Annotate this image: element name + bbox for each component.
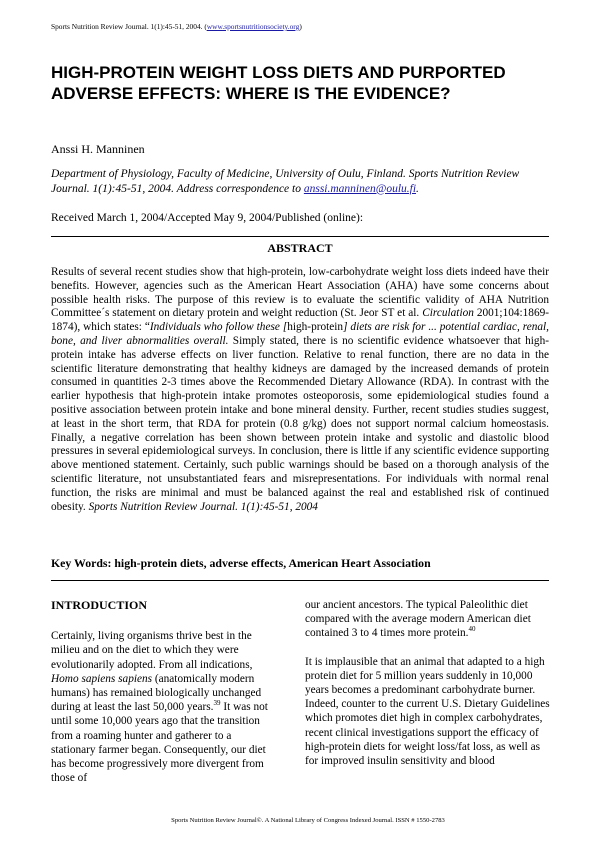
abstract-citation: Sports Nutrition Review Journal. 1(1):45-51, 2004 <box>88 500 318 513</box>
intro-p1-a: Certainly, living organisms thrive best in the milieu and on the diet to which they were evolutionarily adopted. From all indications, <box>51 630 253 671</box>
affiliation-text: Department of Physiology, Faculty of Medicine, University of Oulu, Finland. Sports Nutrition Review Journal. 1(1):45-51, 2004. Address correspondence to <box>51 168 520 195</box>
species-name: Homo sapiens sapiens <box>51 672 153 685</box>
intro-paragraph-1 <box>51 629 275 785</box>
left-column <box>51 598 275 799</box>
abstract-part2: 2001;104:1869-1874), which states: “ <box>51 307 550 334</box>
intro-paragraph-2: It is implausible that an animal that adapted to a high protein diet for 5 million years suddenly in 10,000 years becomes a predominant carbohydrate burner. Indeed, counter to the current U.S. Dietary Guidelines which promotes diet high in complex carbohydrates, recent clinical investigations support the efficacy of high-protein diets for weight loss/fat loss, as well as for improved insulin sensitivity and blood <box>305 655 550 768</box>
introduction-heading: INTRODUCTION <box>51 598 148 612</box>
journal-header <box>51 22 302 31</box>
intro-r1-a: our ancient ancestors. The typical Paleolithic diet compared with the average modern American diet contained 3 to 4 times more protein. <box>305 599 531 640</box>
header-citation: Sports Nutrition Review Journal. 1(1):45-51, 2004. ( <box>51 22 207 31</box>
reference-39: 39 <box>213 699 221 708</box>
abstract-quote-bracket: high-protein <box>287 321 344 334</box>
author-name: Anssi H. Manninen <box>51 142 145 156</box>
page-footer: Sports Nutrition Review Journal©. A National Library of Congress Indexed Journal. ISSN # 1550-2783 <box>171 817 445 824</box>
divider-bottom <box>51 580 549 581</box>
reference-40: 40 <box>468 625 476 634</box>
affiliation-end: . <box>416 182 419 195</box>
abstract-quote-end: ] diets are risk for ... potential cardiac, renal, bone, and liver abnormalities overall. <box>51 321 549 347</box>
divider-top <box>51 236 549 237</box>
intro-p1-c: It was not until some 10,000 years ago that the transition from a roaming hunter and gatherer to a stationary farmer began. Consequently, our diet has become progressively more divergent from those of <box>51 701 268 785</box>
abstract-part3: Simply stated, there is no scientific evidence whatsoever that high-protein intake has adverse effects on liver function. Relative to renal function, there are no data in the scientific literature demonstrating that healthy kidneys are damaged by the increased demands of protein consumed in quantities 2-3 times above the Recommended Dietary Allowance (RDA). In contrast with the earlier hypothesis that high-protein intake promotes osteoporosis, some epidemiological studies found a positive association between protein intake and bone mineral density. Further, recent studies studies suggest, at least in the short term, that RDA for protein (0.8 g/kg) does not support normal calcium homeostasis. Finally, a negative correlation has been shown between protein intake and systolic and diastolic blood pressures in several epidemiological surveys. In conclusion, there is little if any scientific evidence supporting above mentioned statement. Certainly, such public warnings should be based on a thorough analysis of the scientific literature, not unsubstantiated fears and misrepresentations. For individuals with normal renal function, the risks are minimal and must be balanced against the real and established risk of continued obesity. <box>51 334 549 513</box>
abstract-journal-name: Circulation <box>422 307 474 320</box>
header-citation-end: ) <box>299 22 302 31</box>
correspondence-email-link[interactable]: anssi.manninen@oulu.fi <box>303 182 417 195</box>
right-column <box>305 598 551 782</box>
keywords: Key Words: high-protein diets, adverse effects, American Heart Association <box>51 556 431 570</box>
journal-website-link[interactable]: www.sportsnutritionsociety.org <box>206 22 300 31</box>
intro-p1-b: (anatomically modern humans) has remained biologically unchanged during at least the last 50,000 years. <box>51 672 262 714</box>
paper-title: HIGH-PROTEIN WEIGHT LOSS DIETS AND PURPORTED ADVERSE EFFECTS: WHERE IS THE EVIDENCE? <box>51 63 506 103</box>
intro-paragraph-1-cont <box>305 598 551 641</box>
abstract-quote-start: Individuals who follow these [ <box>149 321 288 334</box>
author-affiliation <box>51 167 551 196</box>
received-dates: Received March 1, 2004/Accepted May 9, 2004/Published (online): <box>51 212 364 224</box>
abstract-part1: Results of several recent studies show that high-protein, low-carbohydrate weight loss diets indeed have their benefits. However, agencies such as the American Heart Association (AHA) have some concerns about possible health risks. The purpose of this review is to evaluate the scientific validity of AHA Nutrition Committee´s statement on dietary protein and weight reduction (St. Jeor ST et al. <box>51 266 549 320</box>
abstract-text <box>51 266 549 514</box>
abstract-heading: ABSTRACT <box>267 241 333 255</box>
